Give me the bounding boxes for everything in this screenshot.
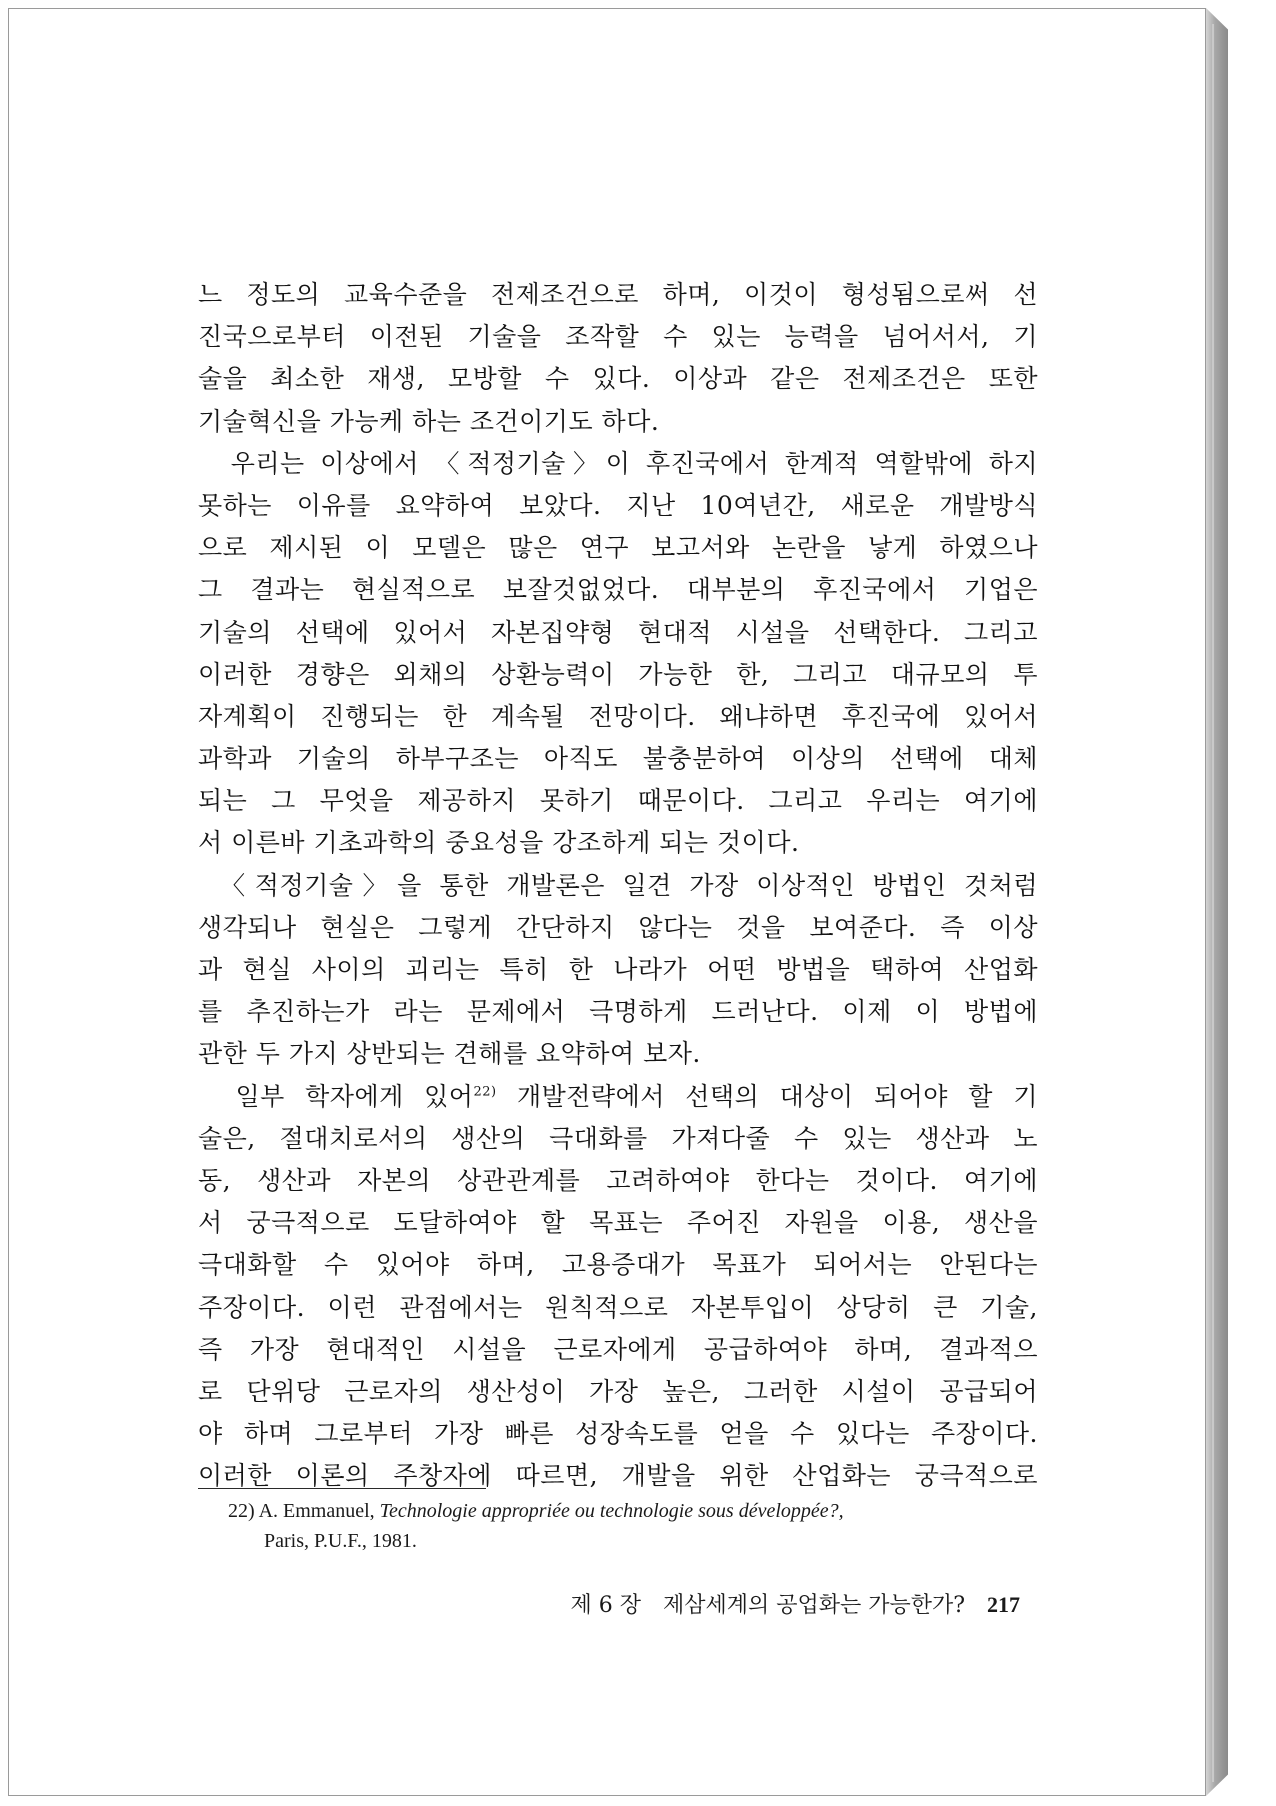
text-line: 〈적정기술〉을 통한 개발론은 일견 가장 이상적인 방법인 것처럼 (198, 870, 1038, 900)
text-line: 과 현실 사이의 괴리는 특히 한 나라가 어떤 방법을 택하여 산업화 (198, 955, 1038, 984)
text-line: 술은, 절대치로서의 생산의 극대화를 가져다줄 수 있는 생산과 노 (198, 1123, 1038, 1153)
footnote-title: Technologie appropriée ou technologie sous développée?, (379, 1500, 844, 1522)
footnote-line (228, 1496, 1048, 1526)
text-line: 극대화할 수 있어야 하며, 고용증대가 목표가 되어서는 안된다는 (198, 1250, 1038, 1280)
text-line: 기술의 선택에 있어서 자본집약형 현대적 시설을 선택한다. 그리고 (198, 617, 1038, 647)
text-line: 못하는 이유를 요약하여 보았다. 지난 10여년간, 새로운 개발방식 (198, 490, 1038, 520)
text-line: 생각되나 현실은 그렇게 간단하지 않다는 것을 보여준다. 즉 이상 (198, 912, 1038, 942)
text-line: 즉 가장 현대적인 시설을 근로자에게 공급하여야 하며, 결과적으 (198, 1334, 1038, 1364)
text-line: 동, 생산과 자본의 상관관계를 고려하여야 한다는 것이다. 여기에 (198, 1165, 1038, 1195)
text-line: 우리는 이상에서 〈적정기술〉이 후진국에서 한계적 역할밖에 하지 (198, 448, 1038, 478)
chapter-title: 제 6 장 제삼세계의 공업화는 가능한가? (570, 1593, 965, 1618)
text-line: 과학과 기술의 하부구조는 아직도 불충분하여 이상의 선택에 대체 (198, 744, 1038, 774)
text-line: 자계획이 진행되는 한 계속될 전망이다. 왜냐하면 후진국에 있어서 (198, 701, 1038, 731)
text-line: 야 하며 그로부터 가장 빠른 성장속도를 얻을 수 있다는 주장이다. (198, 1419, 1038, 1449)
text-line: 느 정도의 교육수준을 전제조건으로 하며, 이것이 형성됨으로써 선 (198, 280, 1038, 309)
body-text (198, 274, 1038, 1497)
footnote-divider (198, 1488, 486, 1489)
text-line: 이러한 이론의 주창자에 따르면, 개발을 위한 산업화는 궁극적으로 (198, 1461, 1038, 1491)
text-line: 그 결과는 현실적으로 보잘것없었다. 대부분의 후진국에서 기업은 (198, 575, 1038, 605)
page-stack-edge (1206, 8, 1228, 1796)
text-segment: 일부 학자에게 있어 (198, 1081, 474, 1111)
text-line: 를 추진하는가 라는 문제에서 극명하게 드러난다. 이제 이 방법에 (198, 997, 1038, 1027)
text-line: 이러한 경향은 외채의 상환능력이 가능한 한, 그리고 대규모의 투 (198, 659, 1038, 689)
text-line: 주장이다. 이런 관점에서는 원칙적으로 자본투입이 상당히 큰 기술, (198, 1292, 1038, 1322)
text-line: 로 단위당 근로자의 생산성이 가장 높은, 그러한 시설이 공급되어 (198, 1376, 1038, 1406)
page-number: 217 (987, 1592, 1020, 1617)
text-line: 기술혁신을 가능케 하는 조건이기도 하다. (198, 406, 660, 436)
text-line: 으로 제시된 이 모델은 많은 연구 보고서와 논란을 낳게 하였으나 (198, 533, 1038, 563)
text-line-with-footnote-ref (198, 1076, 1038, 1118)
footnote-reference[interactable]: 22) (473, 1084, 497, 1100)
text-line: 서 이른바 기초과학의 중요성을 강조하게 되는 것이다. (198, 828, 800, 858)
footnote-publisher: Paris, P.U.F., 1981. (264, 1530, 417, 1552)
footnote-marker: 22) (228, 1500, 255, 1522)
running-footer (500, 1588, 1020, 1619)
footnote-author: A. Emmanuel, (258, 1500, 375, 1522)
text-line: 되는 그 무엇을 제공하지 못하기 때문이다. 그리고 우리는 여기에 (198, 786, 1038, 816)
text-line: 관한 두 가지 상반되는 견해를 요약하여 보자. (198, 1039, 701, 1069)
text-line: 진국으로부터 이전된 기술을 조작할 수 있는 능력을 넘어서서, 기 (198, 322, 1038, 352)
text-line: 서 궁극적으로 도달하여야 할 목표는 주어진 자원을 이용, 생산을 (198, 1208, 1038, 1238)
footnote (228, 1496, 1048, 1556)
page-edge-line (1212, 24, 1214, 1782)
text-segment: 개발전략에서 선택의 대상이 되어야 할 기 (496, 1081, 1038, 1111)
text-line: 술을 최소한 재생, 모방할 수 있다. 이상과 같은 전제조건은 또한 (198, 364, 1038, 394)
